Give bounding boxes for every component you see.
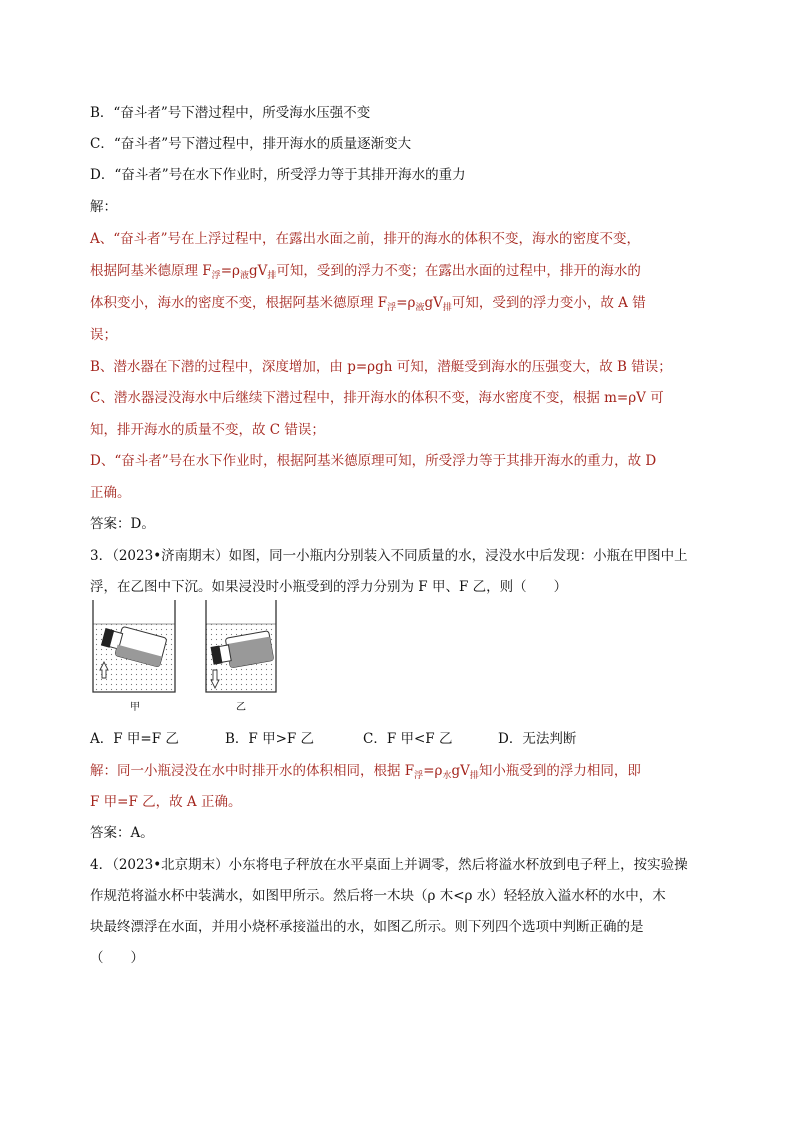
solution-d-line1: D、“奋斗者”号在水下作业时，根据阿基米德原理可知，所受浮力等于其排开海水的重力，故 D: [90, 453, 657, 469]
q3-line1: 3．（2023•济南期末）如图，同一小瓶内分别装入不同质量的水，浸没水中后发现：小瓶在甲图中上: [90, 548, 688, 564]
solution-a-line4: 误；: [90, 327, 117, 343]
solution-head: 解：: [90, 199, 117, 215]
solution-a-line2: 根据阿基米德原理 $F_浮=\rho_液gV_排$可知，受到的浮力不变；在露出水面的过程中，排开的海水的: [90, 263, 641, 281]
q3-solution-line2: F 甲=F 乙，故 A 正确。: [90, 794, 242, 810]
beaker-b: [206, 600, 276, 692]
solution-c-line2: 知，排开海水的质量不变，故 C 错误；: [90, 422, 325, 438]
q4-line2: 作规范将溢水杯中装满水，如图甲所示。然后将一木块（ρ 木<ρ 水）轻轻放入溢水杯的水中，木: [90, 888, 666, 904]
q4-line4: （ ）: [90, 950, 144, 966]
q4-line3: 块最终漂浮在水面，并用小烧杯承接溢出的水，如图乙所示。则下列四个选项中判断正确的是: [90, 919, 644, 935]
figure-label-b: 乙: [236, 702, 246, 713]
answer-q3: 答案：A。: [90, 825, 154, 841]
q3-figure: [90, 598, 280, 718]
beaker-a: [93, 600, 175, 692]
q3-option-a: A．F 甲=F 乙: [90, 731, 179, 747]
solution-a-line1: A、“奋斗者”号在上浮过程中，在露出水面之前，排开的海水的体积不变，海水的密度不变，: [90, 231, 641, 247]
solution-d-line2: 正确。: [90, 485, 131, 501]
option-c-prev: C．“奋斗者”号下潜过程中，排开海水的质量逐渐变大: [90, 136, 412, 152]
option-b-prev: B．“奋斗者”号下潜过程中，所受海水压强不变: [90, 105, 371, 121]
bottle-beakers-diagram: [90, 598, 280, 718]
q3-option-b: B．F 甲>F 乙: [225, 731, 315, 747]
q3-option-d: D．无法判断: [498, 731, 577, 747]
solution-b-line1: B、潜水器在下潜的过程中，深度增加，由 p=ρgh 可知，潜艇受到海水的压强变大，故 B 错误；: [90, 359, 672, 375]
q3-solution-line1: 解：同一小瓶浸没在水中时排开水的体积相同，根据 $F_浮=\rho_水gV_排$知小瓶受到的浮力相同，即: [90, 763, 641, 781]
option-d-prev: D．“奋斗者”号在水下作业时，所受浮力等于其排开海水的重力: [90, 167, 466, 183]
figure-label-a: 甲: [130, 702, 140, 713]
solution-c-line1: C、潜水器浸没海水中后继续下潜过程中，排开海水的体积不变，海水密度不变，根据 m=ρV 可: [90, 390, 664, 406]
answer-q2: 答案：D。: [90, 516, 155, 532]
q3-line2: 浮，在乙图中下沉。如果浸没时小瓶受到的浮力分别为 F 甲、F 乙，则（ ）: [90, 579, 568, 595]
q4-line1: 4．（2023•北京期末）小东将电子秤放在水平桌面上并调零，然后将溢水杯放到电子秤上，按实验操: [90, 857, 688, 873]
solution-a-line3: 体积变小，海水的密度不变，根据阿基米德原理 $F_浮=\rho_液gV_排$可知，受到的浮力变小，故 A 错: [90, 295, 646, 313]
q3-option-c: C．F 甲<F 乙: [363, 731, 453, 747]
